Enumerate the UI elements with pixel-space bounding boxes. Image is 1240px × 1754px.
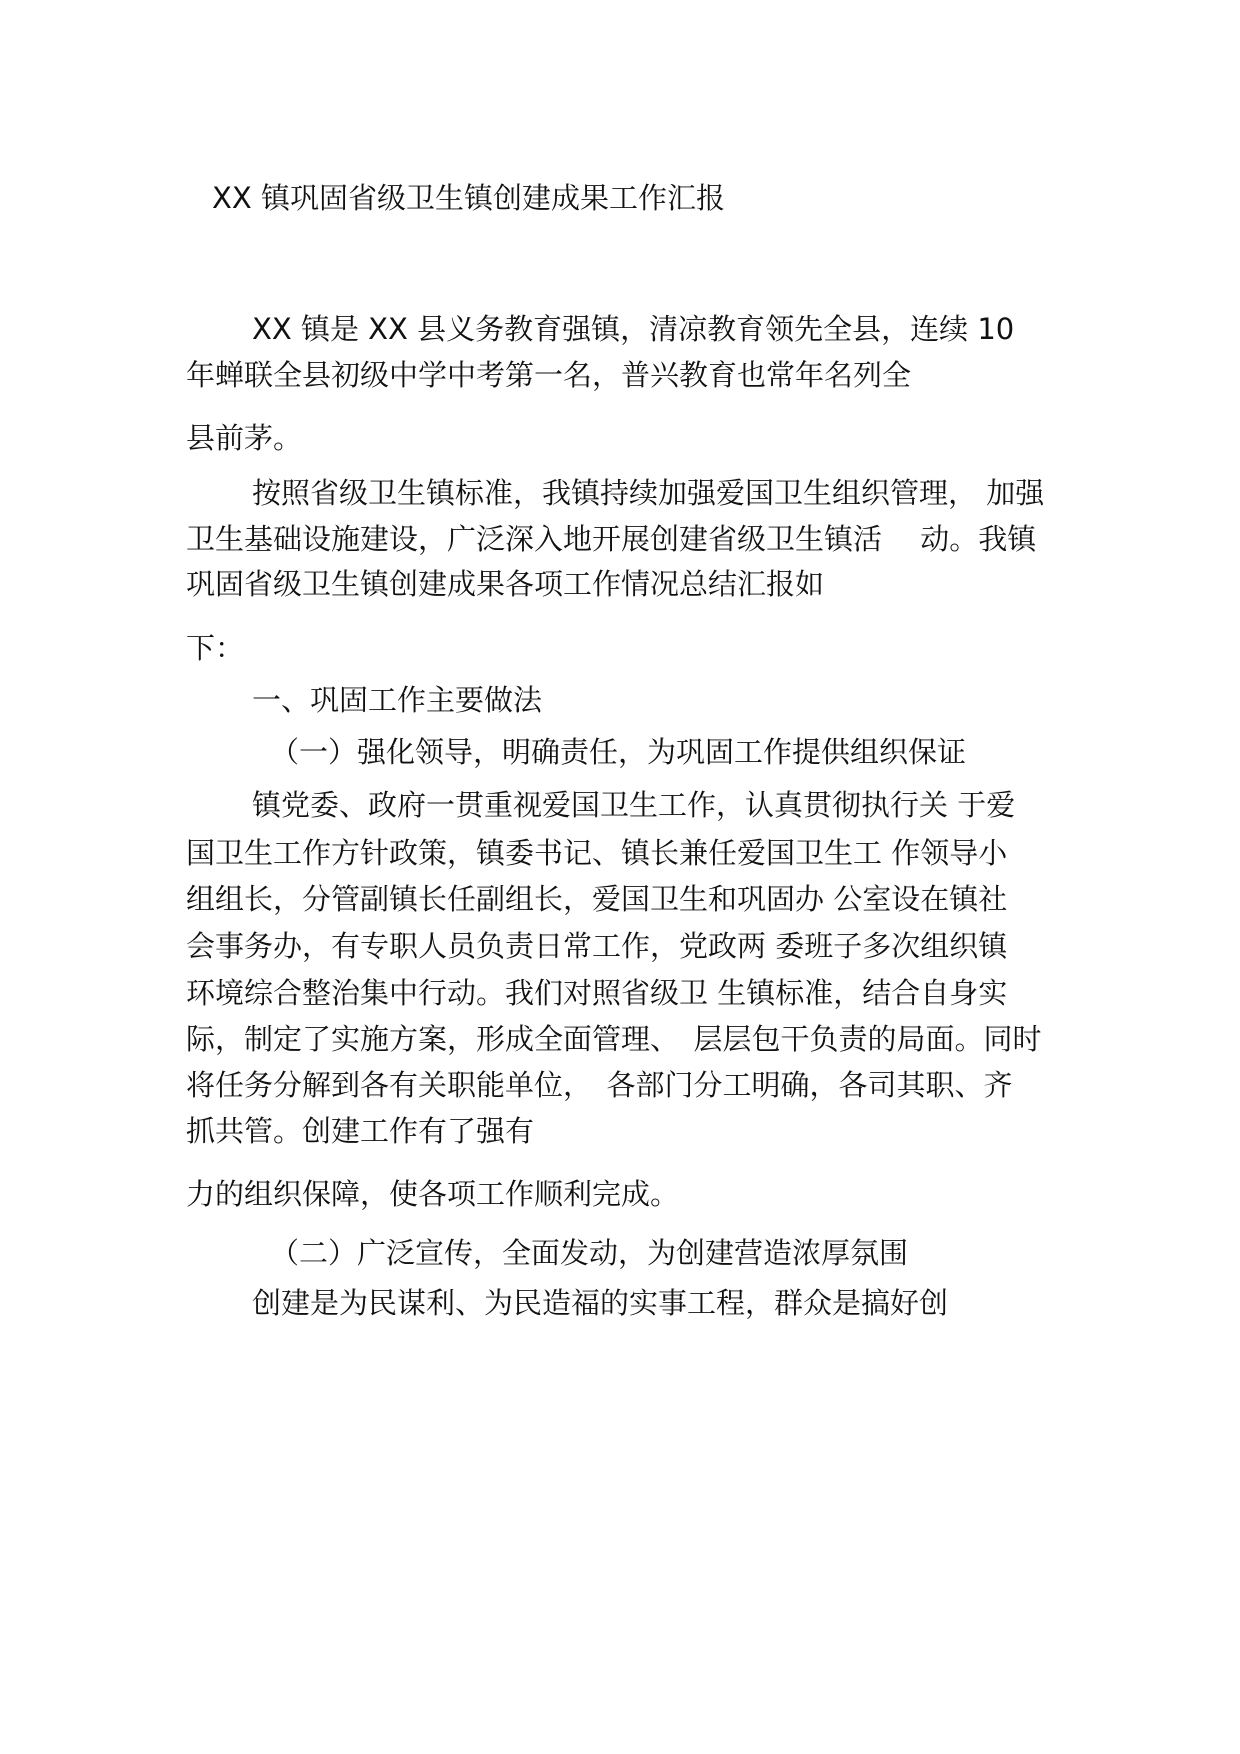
body-line: 镇党委、政府一贯重视爱国卫生工作，认真贯彻执行关 于爱 (252, 788, 1016, 822)
body-line: 环境综合整治集中行动。我们对照省级卫 生镇标准，结合自身实 (186, 976, 1008, 1010)
body-line: 创建是为民谋利、为民造福的实事工程，群众是搞好创 (252, 1286, 949, 1320)
body-line: 巩固省级卫生镇创建成果各项工作情况总结汇报如 (186, 567, 825, 601)
section-heading: 一、巩固工作主要做法 (252, 683, 543, 717)
subsection-heading: （二）广泛宣传，全面发动，为创建营造浓厚氛围 (270, 1236, 909, 1270)
subsection-heading: （一）强化领导，明确责任，为巩固工作提供组织保证 (270, 735, 967, 769)
body-line: XX 镇是 XX 县义务教育强镇，清凉教育领先全县，连续 10 (252, 312, 1015, 346)
body-line: 下： (186, 631, 245, 665)
body-line: 抓共管。创建工作有了强有 (186, 1114, 535, 1148)
body-line: 卫生基础设施建设，广泛深入地开展创建省级卫生镇活 动。我镇 (186, 522, 1037, 556)
body-line: 际，制定了实施方案，形成全面管理、 层层包干负责的局面。同时 (186, 1022, 1042, 1056)
body-line: 国卫生工作方针政策，镇委书记、镇长兼任爱国卫生工 作领导小 (186, 836, 1008, 870)
document-title: XX 镇巩固省级卫生镇创建成果工作汇报 (212, 181, 725, 215)
body-line: 组组长，分管副镇长任副组长，爱国卫生和巩固办 公室设在镇社 (186, 882, 1008, 916)
body-line: 按照省级卫生镇标准，我镇持续加强爱国卫生组织管理， 加强 (252, 476, 1045, 510)
body-line: 力的组织保障，使各项工作顺利完成。 (186, 1177, 680, 1211)
body-line: 会事务办，有专职人员负责日常工作，党政两 委班子多次组织镇 (186, 929, 1008, 963)
body-line: 年蝉联全县初级中学中考第一名，普兴教育也常年名列全 (186, 358, 912, 392)
body-line: 将任务分解到各有关职能单位， 各部门分工明确，各司其职、齐 (186, 1068, 1013, 1102)
body-line: 县前茅。 (186, 421, 303, 455)
